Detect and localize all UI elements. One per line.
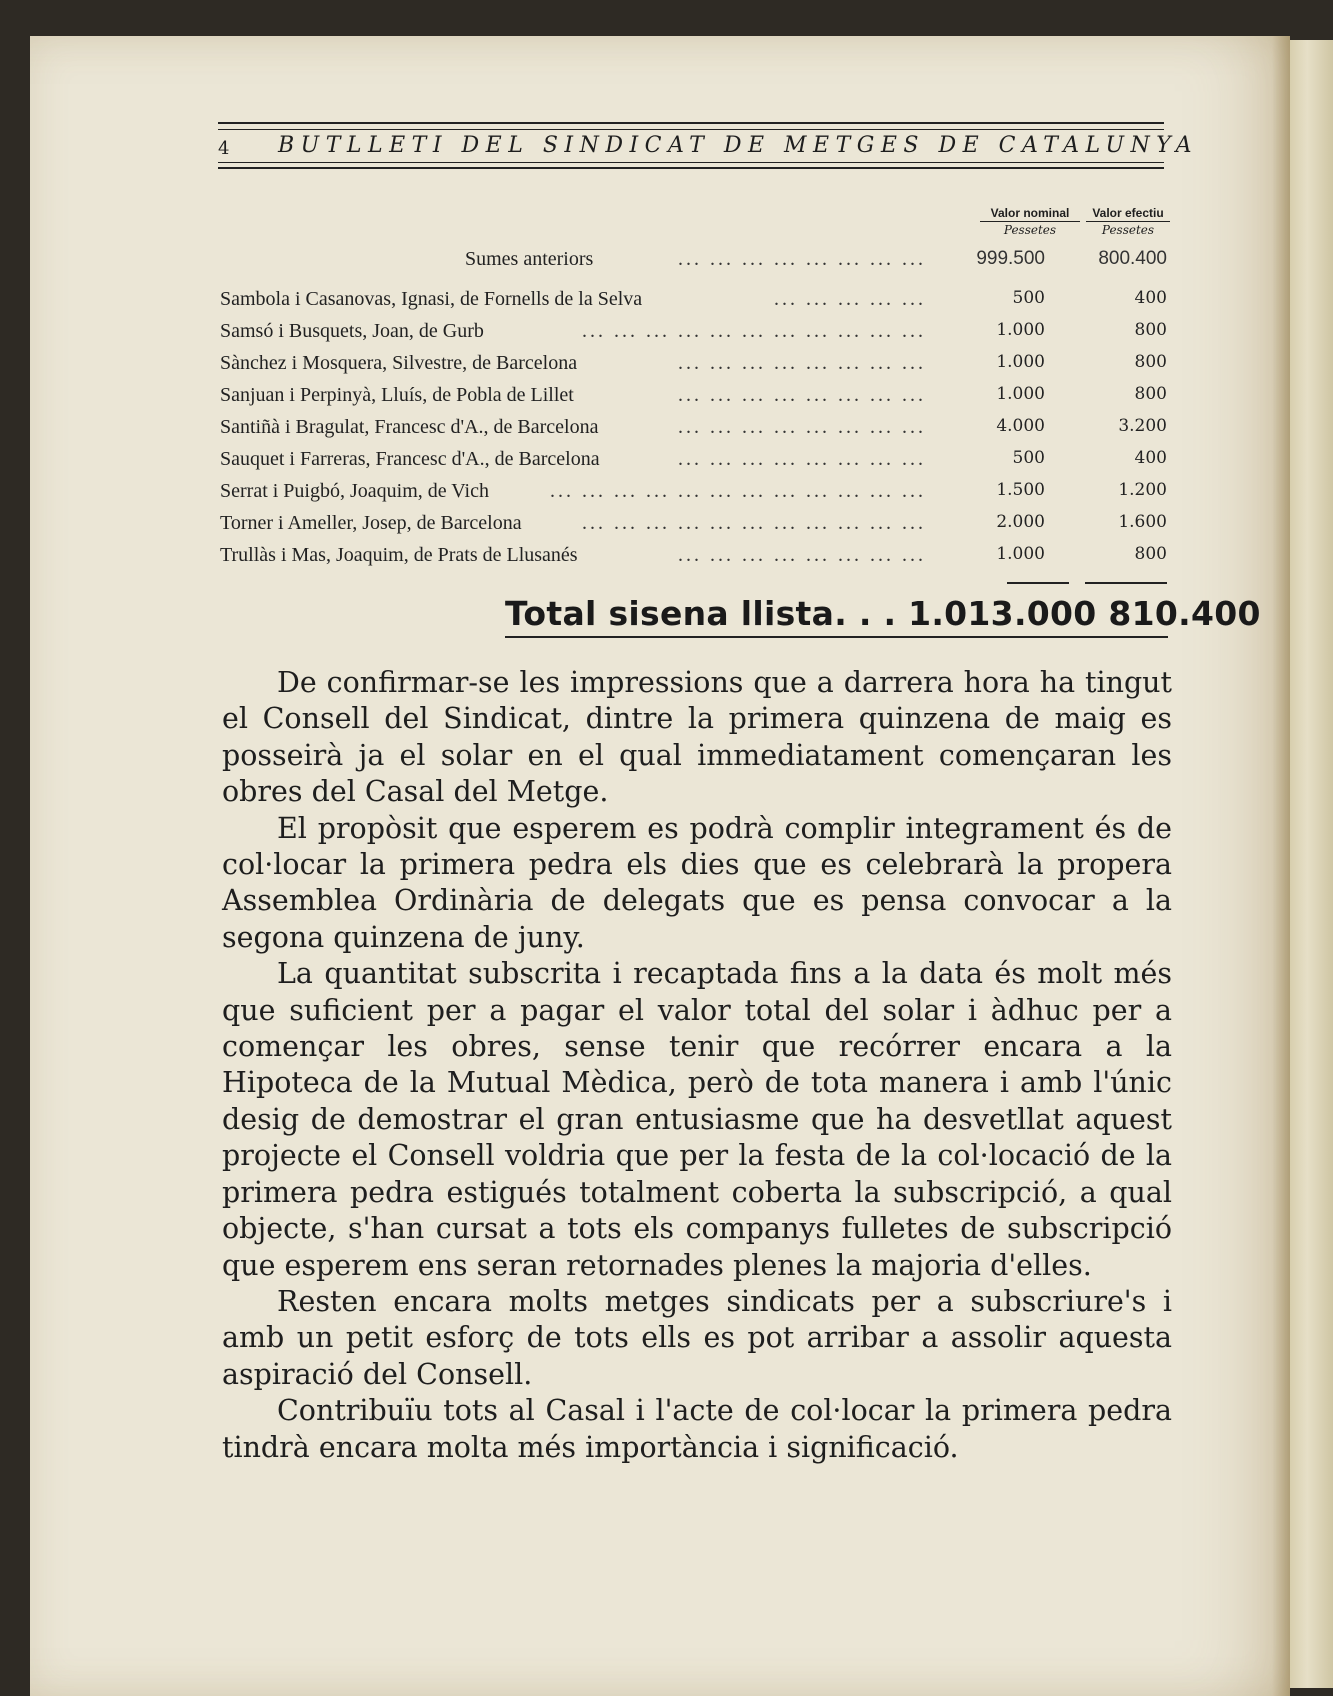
list-item (220, 448, 1170, 478)
leader-dots: ... ... ... ... ... ... ... ... (678, 416, 926, 438)
column-header-efectiu (1086, 206, 1170, 237)
header-rule (218, 122, 1164, 124)
column-unit: Pessetes (1003, 223, 1057, 237)
subscriber-name: Sauquet i Farreras, Francesc d'A., de Barcelona (220, 448, 600, 470)
nominal-value: 1.000 (996, 544, 1045, 564)
nominal-value: 1.000 (996, 352, 1045, 372)
leader-dots: ... ... ... ... ... (774, 288, 926, 310)
leader-dots: ... ... ... ... ... ... ... ... (678, 384, 926, 406)
list-item (220, 480, 1170, 510)
list-item (220, 384, 1170, 414)
total-underline (505, 636, 1168, 638)
list-item (220, 544, 1170, 574)
page-number: 4 (218, 138, 230, 159)
efectiu-value: 400 (1134, 448, 1167, 468)
subscriber-name: Trullàs i Mas, Joaquim, de Prats de Llusanés (220, 544, 578, 566)
paragraph: Resten encara molts metges sindicats per a subscriure's i amb un petit esforç de tots ells es pot arribar a assolir aquesta aspiració del Consell. (222, 1284, 1172, 1391)
efectiu-value: 1.600 (1118, 512, 1167, 532)
journal-title: BUTLLETI DEL SINDICAT DE METGES DE CATALUNYA (278, 133, 1198, 158)
subscriber-name: Sanjuan i Perpinyà, Lluís, de Pobla de Lillet (220, 384, 574, 406)
efectiu-value: 3.200 (1118, 416, 1167, 436)
nominal-value: 1.500 (996, 480, 1045, 500)
sum-rule (1085, 582, 1167, 584)
list-item (220, 512, 1170, 542)
column-title: Valor efectiu (1086, 206, 1170, 222)
efectiu-value: 800 (1134, 320, 1167, 340)
nominal-value: 500 (1012, 288, 1045, 308)
column-header-nominal (980, 206, 1080, 237)
list-item (220, 416, 1170, 446)
subscriber-name: Santiñà i Bragulat, Francesc d'A., de Barcelona (220, 416, 599, 438)
nominal-value: 2.000 (996, 512, 1045, 532)
nominal-value: 999.500 (976, 248, 1045, 269)
header-rule (218, 162, 1164, 163)
leader-dots: ... ... ... ... ... ... ... ... (678, 544, 926, 566)
header-rule (218, 167, 1164, 169)
paragraph: Contribuïu tots al Casal i l'acte de col·locar la primera pedra tindrà encara molta més importància i significació. (222, 1394, 1172, 1464)
subscriber-name: Samsó i Busquets, Joan, de Gurb (220, 320, 484, 342)
efectiu-value: 800 (1134, 544, 1167, 564)
nominal-value: 4.000 (996, 416, 1045, 436)
leader-dots: ... ... ... ... ... ... ... ... (678, 448, 926, 470)
header-rule (218, 129, 1164, 130)
list-item (220, 320, 1170, 350)
subscriber-name: Torner i Ameller, Josep, de Barcelona (220, 512, 522, 534)
paragraph: La quantitat subscrita i recaptada fins a la data és molt més que suficient per a pagar el valor total del solar i àdhuc per a començar les obres, sense tenir que recórrer encara a la Hipoteca de la Mutual Mèdica, però de tota manera i amb l'únic desig de demostrar el gran entusiasme que ha desvetllat aquest projecte el Consell voldria que per la festa de la col·locació de la primera pedra estigués totalment coberta la subscripció, a qual objecte, s'han cursat a tots els companys fulletes de subscripció que esperem ens seran retornades plenes la majoria d'elles. (222, 957, 1172, 1282)
efectiu-value: 400 (1134, 288, 1167, 308)
leader-dots: ... ... ... ... ... ... ... ... ... ... ... (582, 320, 926, 342)
paragraph: El propòsit que esperem es podrà complir integrament és de col·locar la primera pedra els dies que es celebrarà la propera Assemblea Ordinària de delegats que es pensa convocar a la segona quinzena de juny. (222, 811, 1172, 954)
leader-dots: ... ... ... ... ... ... ... ... (678, 248, 926, 270)
row-label: Sumes anteriors (465, 248, 594, 270)
previous-sums-row (220, 248, 1170, 278)
body-text (222, 665, 1172, 1466)
leader-dots: ... ... ... ... ... ... ... ... ... ... ... (582, 512, 926, 534)
subscriber-name: Serrat i Puigbó, Joaquim, de Vich (220, 480, 489, 502)
page-fold-shadow (1272, 36, 1290, 1696)
column-unit: Pessetes (1101, 223, 1155, 237)
subscriber-name: Sànchez i Mosquera, Silvestre, de Barcelona (220, 352, 578, 374)
sum-rule (1007, 582, 1069, 584)
nominal-value: 500 (1012, 448, 1045, 468)
nominal-value: 1.000 (996, 320, 1045, 340)
leader-dots: ... ... ... ... ... ... ... ... ... ... ... ... (550, 480, 926, 502)
efectiu-value: 800.400 (1098, 248, 1167, 269)
paragraph: De confirmar-se les impressions que a darrera hora ha tingut el Consell del Sindicat, dintre la primera quinzena de maig es posseirà ja el solar en el qual immediatament començaran les obres del Casal del Metge. (222, 666, 1172, 809)
column-title: Valor nominal (980, 206, 1080, 222)
total-line: Total sisena llista. . . 1.013.000 810.400 (505, 594, 1261, 633)
list-item (220, 288, 1170, 318)
subscriber-name: Sambola i Casanovas, Ignasi, de Fornells de la Selva (220, 288, 643, 310)
nominal-value: 1.000 (996, 384, 1045, 404)
efectiu-value: 800 (1134, 384, 1167, 404)
adjacent-page-edge (1290, 40, 1333, 1688)
efectiu-value: 1.200 (1118, 480, 1167, 500)
list-item (220, 352, 1170, 382)
efectiu-value: 800 (1134, 352, 1167, 372)
leader-dots: ... ... ... ... ... ... ... ... (678, 352, 926, 374)
